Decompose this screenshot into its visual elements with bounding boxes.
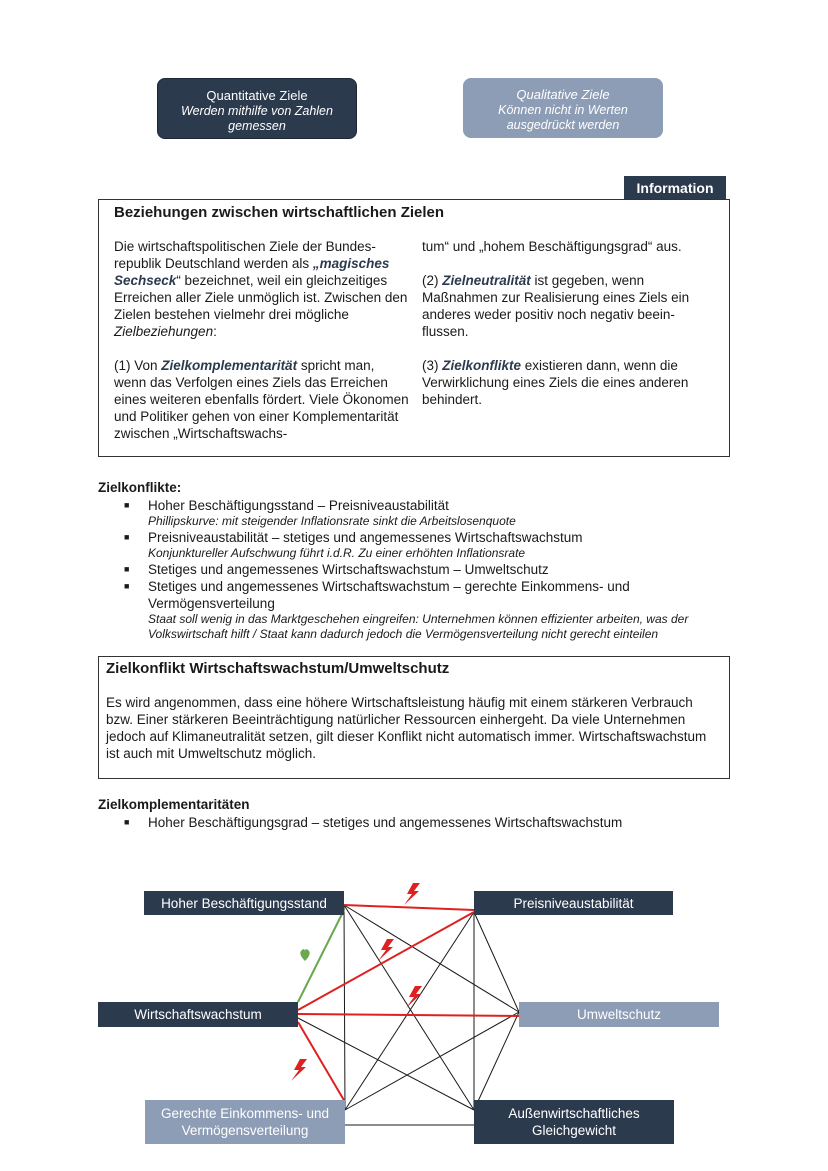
conflict-growth-price [298,912,474,1010]
information-tag: Information [624,176,726,200]
p2-text: ist gegeben, wenn Maßnahmen zur Realisierung eines Ziels ein anderes weder positiv noch negativ beein-flussen. [422,273,690,339]
goal-relations-term: Zielbeziehungen [114,324,214,339]
node-employment: Hoher Beschäftigungsstand [144,891,344,915]
bullet-icon: ■ [124,817,130,827]
qualitative-goals-title: Qualitative Ziele [516,87,610,102]
complementarity-term: Zielkomplementarität [161,358,298,373]
neutrality-term: Zielneutralität [442,273,531,288]
node-external-balance: Außenwirtschaftliches Gleichgewicht [474,1100,674,1144]
p1-prefix: (1) Von [114,358,162,373]
node-income-distribution: Gerechte Einkommens- und Vermögensverteilung [145,1100,345,1144]
node-price-stability: Preisniveaustabilität [474,891,673,915]
link-environment-distribution [345,1012,519,1110]
qualitative-goals-subtitle: Können nicht in Werten ausgedrückt werden [498,102,628,132]
p3-text: existieren dann, wenn die Verwirklichung eines Ziels die eines anderen behindert. [422,358,689,407]
conflicts-heading: Zielkonflikte: [98,480,182,495]
list-item-note: Phillipskurve: mit steigender Inflationsrate sinkt die Arbeitslosenquote [148,514,516,528]
node-economic-growth: Wirtschaftswachstum [98,1002,298,1027]
list-item-text: Hoher Beschäftigungsgrad – stetiges und angemessenes Wirtschaftswachstum [148,815,623,830]
list-item-text: Preisniveaustabilität – stetiges und angemessenes Wirtschaftswachstum [148,530,583,545]
intro-text-2: “ bezeichnet, weil ein gleichzeitiges Erreichen aller Ziele unmöglich ist. Zwischen den Zielen bestehen vielmehr drei mögliche [114,273,408,322]
heart-icon [300,949,309,961]
info-box-title: Beziehungen zwischen wirtschaftlichen Zielen [114,204,445,221]
bullet-icon: ■ [124,564,130,574]
complements-heading: Zielkomplementaritäten [98,797,250,812]
link-employment-external [344,905,474,1110]
list-item-text: Stetiges und angemessenes Wirtschaftswachstum – gerechte Einkommens- und Vermögensverteilung [148,579,630,611]
list-item-note: Staat soll wenig in das Marktgeschehen eingreifen: Unternehmen können effizienter arbeiten, was der Volkswirtschaft hilft / Staat kann dadurch jedoch die Vermögensverteilung nicht gerecht einteilen [148,612,689,641]
bullet-icon: ■ [124,532,130,542]
node-environment: Umweltschutz [519,1002,719,1027]
link-employment-environment [344,905,519,1012]
intro-text-3: : [213,324,217,339]
list-item-text: Stetiges und angemessenes Wirtschaftswachstum – Umweltschutz [148,562,549,577]
list-item-text: Hoher Beschäftigungsstand – Preisniveaustabilität [148,498,449,513]
intro-text: Die wirtschaftspolitischen Ziele der Bundes-republik Deutschland werden als [114,239,376,271]
conflict-box-text: Es wird angenommen, dass eine höhere Wirtschaftsleistung häufig mit einem stärkeren Verbrauch bzw. Einer stärkeren Beeinträchtigung natürlicher Ressourcen einhergeht. Da viele Unternehmen jedoch auf Klimaneutralität setzen, gilt dieser Konflikt nicht automatisch immer. Wirtschaftswachstum ist auch mit Umweltschutz möglich. [106,695,707,761]
p1-text: spricht man, wenn das Verfolgen eines Ziels das Erreichen eines weiteren ebenfalls fördert. Viele Ökonomen und Politiker gehen von einer Komplementarität zwischen „Wirtschaftswachs- [114,358,409,441]
quantitative-goals-subtitle: Werden mithilfe von Zahlen gemessen [181,103,333,133]
conflict-employment-price [344,905,474,910]
magic-hexagon-term: „magisches Sechseck [114,256,390,288]
lightning-icon [291,1059,307,1081]
link-price-environment [474,912,519,1012]
p2-prefix: (2) [422,273,443,288]
conflict-box-title: Zielkonflikt Wirtschaftswachstum/Umweltschutz [106,660,450,677]
quantitative-goals-title: Quantitative Ziele [206,88,308,103]
conflict-term: Zielkonflikte [442,358,522,373]
link-growth-external [298,1018,474,1110]
link-environment-external [474,1012,519,1110]
p3-prefix: (3) [422,358,443,373]
lightning-icon [404,883,420,905]
bullet-icon: ■ [124,581,130,591]
p1-continuation: tum“ und „hohem Beschäftigungsgrad“ aus. [422,239,682,254]
conflict-growth-distribution [298,1022,345,1102]
conflict-growth-environment [298,1014,519,1016]
link-employment-distribution [344,905,345,1110]
list-item-note: Konjunktureller Aufschwung führt i.d.R. Zu einer erhöhten Inflationsrate [148,546,526,560]
bullet-icon: ■ [124,500,130,510]
